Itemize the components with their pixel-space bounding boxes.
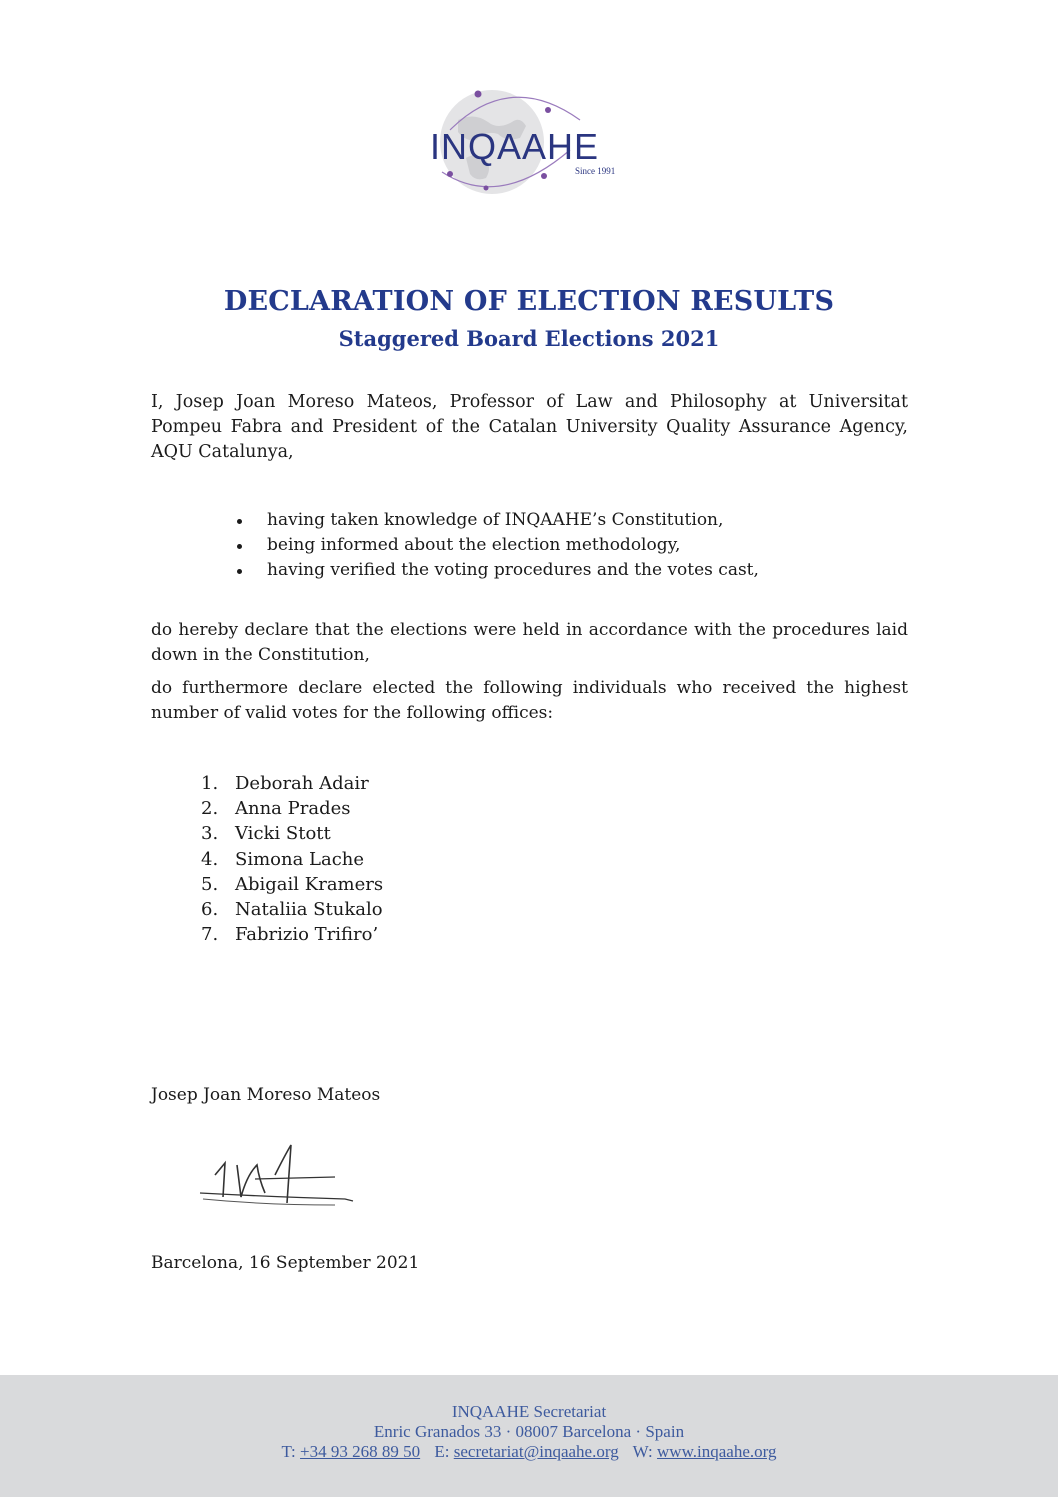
logo-wordmark: INQAAHE [430,126,600,167]
declaration-paragraph: do hereby declare that the elections were held in accordance with the procedures laid down in the Constitution, [151,620,908,665]
web-label: W: [632,1442,653,1461]
verification-list [232,508,759,583]
list-item [201,821,383,846]
list-item [201,771,383,796]
elected-name: Simona Lache [235,848,365,870]
signer-name: Josep Joan Moreso Mateos [151,1085,381,1105]
elected-name: Fabrizio Trifiro’ [235,924,379,946]
list-item [201,796,383,821]
web-link[interactable]: www.inqaahe.org [657,1442,777,1461]
document-subtitle: Staggered Board Elections 2021 [338,326,720,351]
email-label: E: [434,1442,450,1461]
list-number: 7. [201,924,219,946]
list-number: 4. [201,848,219,870]
list-number: 2. [201,798,219,820]
footer-address: Enric Granados 33 · 08007 Barcelona · Spain [373,1422,685,1441]
list-item [201,872,383,897]
elected-name: Abigail Kramers [235,873,384,895]
list-item [201,922,383,947]
handwritten-signature [195,1135,365,1219]
document-title: DECLARATION OF ELECTION RESULTS [223,286,835,317]
elected-name: Nataliia Stukalo [235,899,383,921]
logo-since: Since 1991 [575,166,616,176]
footer-org: INQAAHE Secretariat [451,1402,607,1421]
elected-name: Anna Prades [235,798,351,820]
elected-name: Deborah Adair [235,773,369,794]
phone-label: T: [281,1442,296,1461]
email-link[interactable]: secretariat@inqaahe.org [453,1442,619,1461]
footer-contacts [0,1442,1058,1462]
place-date: Barcelona, 16 September 2021 [151,1253,420,1273]
list-number: 5. [201,873,219,895]
bullet-item: having verified the voting procedures and the votes cast, [232,558,759,583]
list-number: 1. [201,773,219,794]
inqaahe-logo [420,80,640,200]
list-item [201,897,383,922]
bullet-item: being informed about the election methodology, [232,533,759,558]
bullet-item: having taken knowledge of INQAAHE’s Constitution, [232,508,759,533]
furthermore-paragraph: do furthermore declare elected the following individuals who received the highest number of valid votes for the following offices: [151,678,908,723]
elected-name: Vicki Stott [235,823,331,845]
phone-link[interactable]: +34 93 268 89 50 [300,1442,421,1461]
footer [0,1375,1058,1497]
elected-list [201,771,383,947]
list-item [201,847,383,872]
intro-paragraph: I, Josep Joan Moreso Mateos, Professor of Law and Philosophy at Universitat Pompeu Fabra and President of the Catalan University Quality Assurance Agency, AQU Catalunya, [151,392,908,462]
list-number: 3. [201,823,219,845]
list-number: 6. [201,899,219,921]
